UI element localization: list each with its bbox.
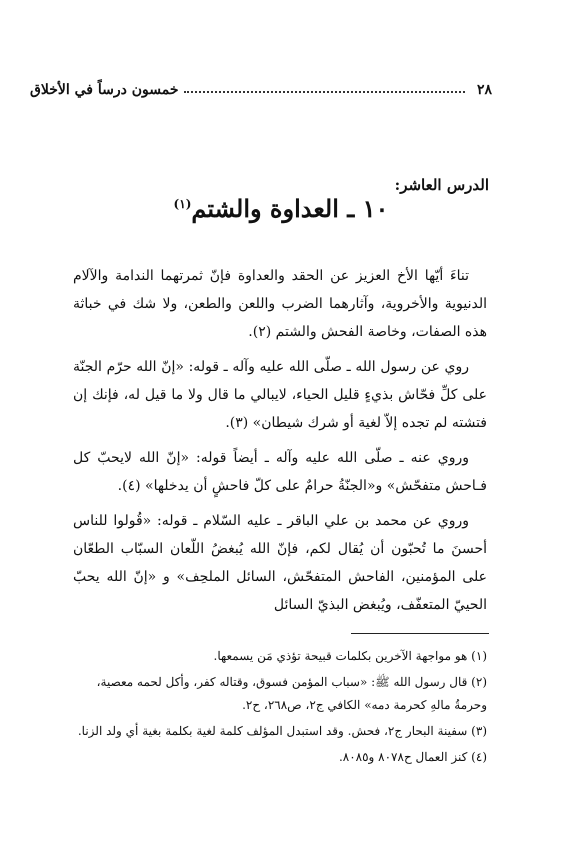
- footnote: (٣) سفينة البحار ج٢، فحش. وقد استبدل المؤلف كلمة لغية بكلمة بغية أي ولد الزنا.: [77, 724, 487, 738]
- footnote: (٤) كنز العمال ح٨٠٧٨ و٨٠٨٥.: [338, 750, 487, 764]
- body-text: [73, 262, 487, 626]
- header-dot-leader: [184, 91, 464, 93]
- page-number: ٢٨: [476, 82, 492, 98]
- chapter-title-text: ١٠ ـ العداوة والشتم: [191, 194, 389, 223]
- paragraph: روي عن رسول الله ـ صلّى الله عليه وآله ـ قوله: «إنّ الله حرّم الجنّة على كلِّ فحّاش بذيءٍ قليل الحياء، لايبالي ما قال ولا ما قيل له، فإنك إن فتشته لم تجده إلاّ لغية أو شرك شيطان» (٣).: [73, 359, 487, 431]
- chapter-title: [0, 194, 562, 223]
- book-title: خمسون درساً في الأخلاق: [30, 82, 179, 98]
- chapter-footnote-ref: (١): [173, 197, 192, 211]
- footnote: (٢) قال رسول الله ﷺ: «سباب المؤمن فسوق، وقتاله كفر، وأكل لحمه معصية، وحرمةُ مالهِ كحرمة دمه» الكافي ج٢، ص٢٦٨، ح٢.: [96, 675, 487, 712]
- paragraph: تناءَ أيّها الأخ العزيز عن الحقد والعداوة فإنّ ثمرتهما الندامة والآلام الدنيوية والأخروية، وآثارهما الضرب واللعن والطعن، ولا شك في خباثة هذه الصفات، وخاصة الفحش والشتم (٢).: [73, 268, 487, 340]
- footnote: (١) هو مواجهة الآخرين بكلمات قبيحة تؤذي مَن يسمعها.: [213, 649, 487, 663]
- paragraph: وروي عن محمد بن علي الباقر ـ عليه السّلام ـ قوله: «قُولوا للناس أحسنَ ما تُحبّون أن يُقال لكم، فإنّ الله يُبغضُ اللّعان السبّاب الطعّان على المؤمنين، الفاحش المتفحّش، السائل الملحِف» و «إنّ الله يحبّ الحييّ المتعفّف، ويُبغض البذيّ السائل: [73, 513, 487, 613]
- footnotes: [73, 645, 487, 772]
- lesson-label: الدرس العاشر:: [394, 176, 489, 194]
- footnote-separator: [351, 633, 489, 634]
- running-header: [30, 78, 492, 102]
- paragraph: وروي عنه ـ صلّى الله عليه وآله ـ أيضاً قوله: «إنّ الله لايحبّ كل فـاحش متفحّش» و«الجنّةُ حرامٌ على كلّ فاحشٍ أن يدخلها» (٤).: [73, 450, 487, 494]
